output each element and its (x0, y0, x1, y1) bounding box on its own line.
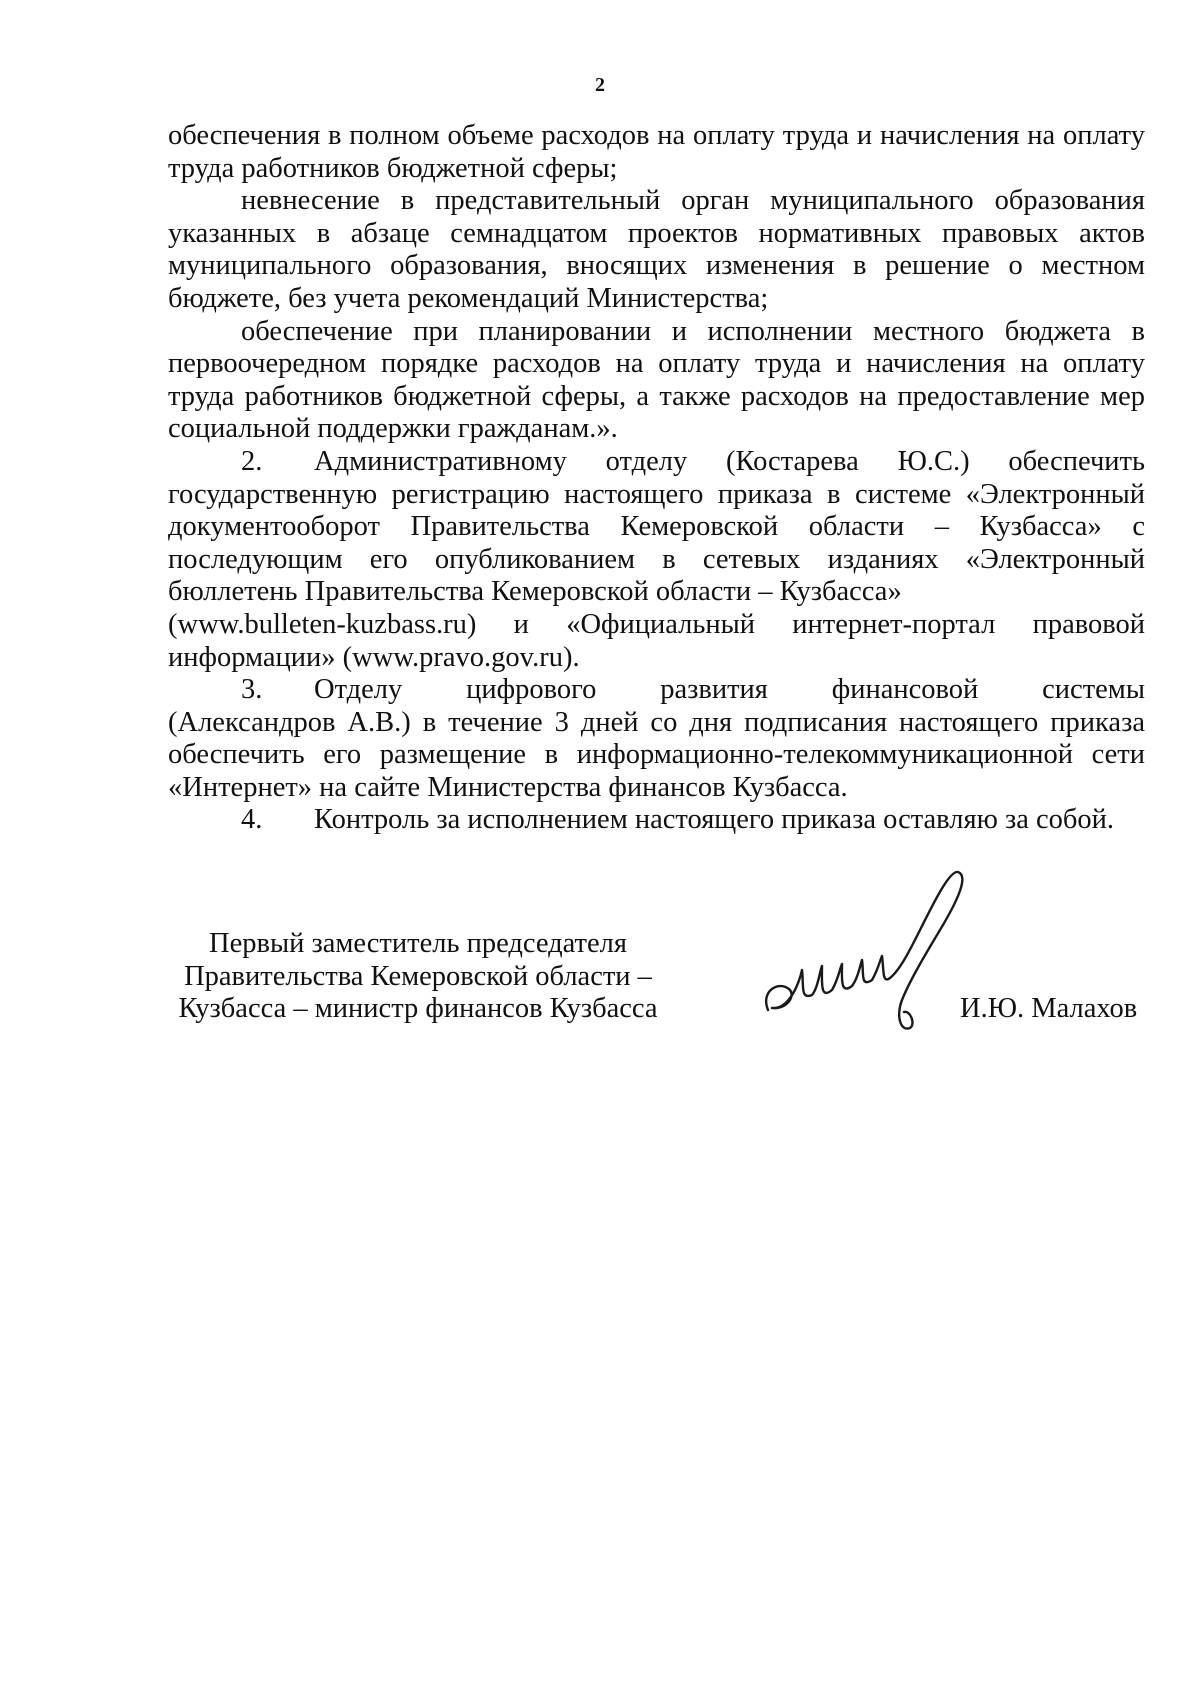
item-3-first-text: Отделу цифрового развития финансовой системы (314, 674, 1145, 706)
paragraph-continuation: обеспечения в полном объеме расходов на оплату труда и начисления на оплату труда работников бюджетной сферы; (168, 120, 1145, 184)
item-2-continued: государственную регистрацию настоящего приказа в системе «Электронный документооборот Правительства Кемеровской области – Кузбасса» с последующим его опубликованием в сетевых изданиях «Электронный (168, 478, 1145, 575)
document-body (168, 120, 1145, 837)
handwritten-signature (760, 860, 990, 1040)
item-2-number: 2. (241, 445, 263, 477)
item-2-bulletin-line: бюллетень Правительства Кемеровской области – Кузбасса» (168, 576, 902, 608)
item-3-continued: (Александров А.В.) в течение 3 дней со дня подписания настоящего приказа обеспечить его размещение в информационно-телекоммуникационной сети «Интернет» на сайте Министерства финансов Кузбасса. (168, 706, 1145, 803)
signatory-title-line-2: Правительства Кемеровской области – (184, 960, 652, 992)
item-4-text: Контроль за исполнением настоящего приказа оставляю за собой. (314, 804, 1115, 836)
signatory-title-line-1: Первый заместитель председателя (209, 928, 627, 959)
item-2-first-text: Административному отделу (Костарева Ю.С.) обеспечить (314, 445, 1145, 477)
signatory-title-line-3: Кузбасса – министр финансов Кузбасса (178, 993, 658, 1025)
item-3-first-line (168, 674, 1145, 707)
paragraph-no-submission: невнесение в представительный орган муниципального образования указанных в абзаце семнадцатом проектов нормативных правовых актов муниципального образования, вносящих изменения в решение о местном бюджете, без учета рекомендаций Министерства; (168, 185, 1145, 314)
signer-name: И.Ю. Малахов (960, 993, 1138, 1024)
page-number: 2 (595, 74, 605, 96)
paragraph-priority-expenses: обеспечение при планировании и исполнении местного бюджета в первоочередном порядке расходов на оплату труда и начисления на оплату труда работников бюджетной сферы, а также расходов на предоставление мер социальной поддержки гражданам.». (168, 315, 1145, 445)
item-4 (168, 804, 1145, 837)
signatory-title (168, 928, 668, 1026)
item-2-first-line (168, 446, 1145, 479)
item-2-tail: (www.bulleten-kuzbass.ru) и «Официальный интернет-портал правовой информации» (www.pravo.gov.ru). (168, 608, 1145, 673)
item-3-number: 3. (241, 674, 263, 706)
item-4-number: 4. (241, 804, 263, 836)
